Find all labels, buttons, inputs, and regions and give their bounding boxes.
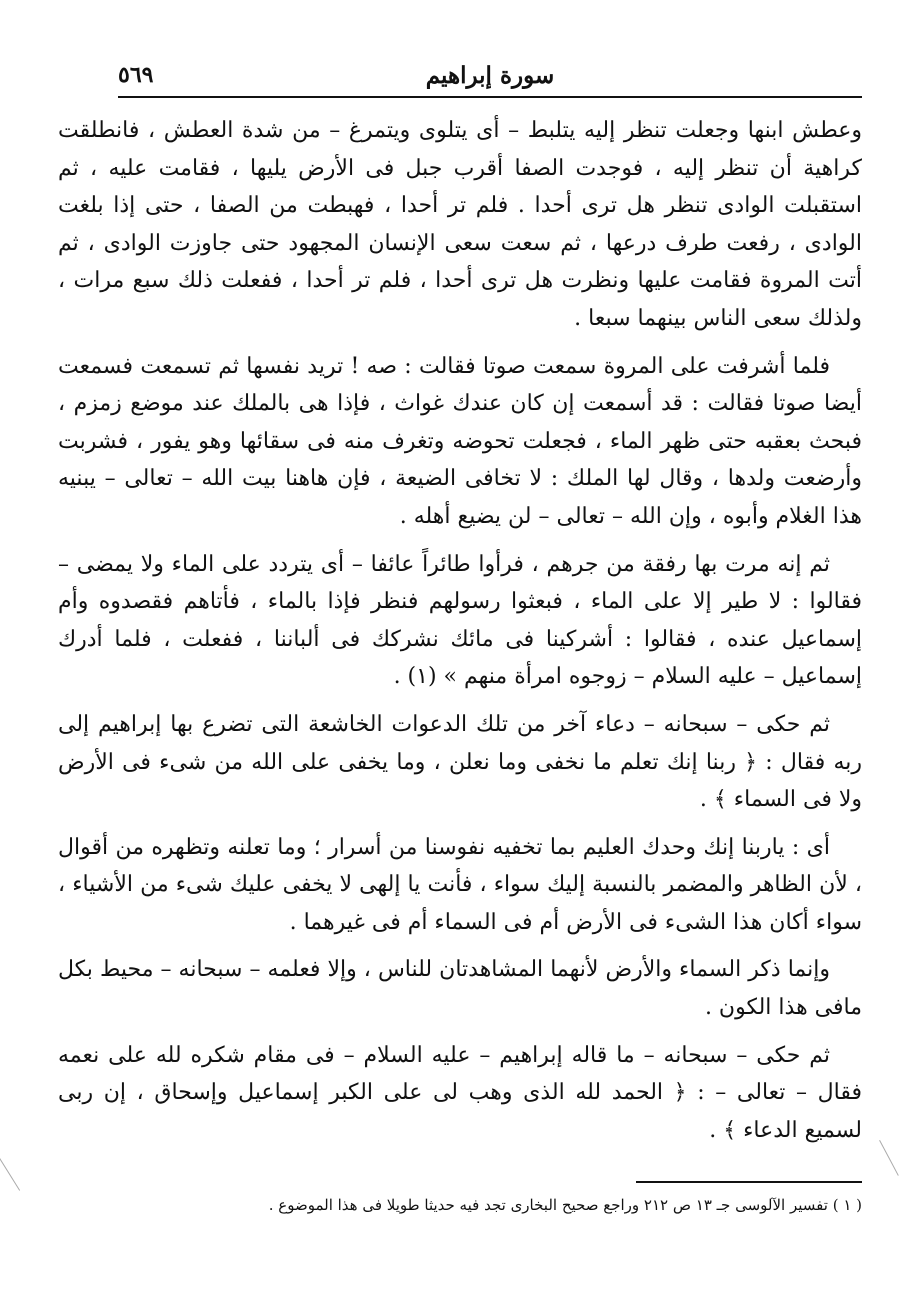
- paragraph: ثم حكى – سبحانه – ما قاله إبراهيم – عليه السلام – فى مقام شكره لله على نعمه فقال – تعالى – : ﴿ الحمد لله الذى وهب لى على الكبر إسماعيل وإسحاق ، إن ربى لسميع الدعاء ﴾ .: [58, 1042, 862, 1143]
- paragraph: وإنما ذكر السماء والأرض لأنهما المشاهدتان للناس ، وإلا فعلمه – سبحانه – محيط بكل مافى هذا الكون .: [58, 957, 862, 1021]
- scan-mark: [879, 1140, 899, 1176]
- paragraph: فلما أشرفت على المروة سمعت صوتا فقالت : صه ! تريد نفسها ثم تسمعت فسمعت أيضا صوتا فقالت : قد أسمعت إن كان عندك غواث ، فإذا هى بالملك عند موضع زمزم ، فبحث بعقبه حتى ظهر الماء ، فجعلت تحوضه وتغرف منه فى سقائها وهو يفور ، فشربت وأرضعت ولدها ، وقال لها الملك : لا تخافى الضيعة ، فإن هاهنا بيت الله – تعالى – يبنيه هذا الغلام وأبوه ، وإن الله – تعالى – لن يضيع أهله .: [58, 353, 862, 529]
- page-number: ٥٦٩: [118, 62, 154, 88]
- footnote-rule: [636, 1181, 862, 1183]
- paragraph: ثم حكى – سبحانه – دعاء آخر من تلك الدعوات الخاشعة التى تضرع بها إبراهيم إلى ربه فقال : ﴿ ربنا إنك تعلم ما نخفى وما نعلن ، وما يخفى على الله من شىء فى الأرض ولا فى السماء ﴾ .: [58, 711, 862, 813]
- paragraph: وعطش ابنها وجعلت تنظر إليه يتلبط – أى يتلوى ويتمرغ – من شدة العطش ، فانطلقت كراهية أن تنظر إليه ، فوجدت الصفا أقرب جبل فى الأرض يليها ، فقامت عليه ، ثم استقبلت الوادى تنظر هل ترى أحدا . فلم تر أحدا ، فهبطت من الصفا ، حتى إذا بلغت الوادى ، رفعت طرف درعها ، ثم سعت سعى الإنسان المجهود حتى جاوزت الوادى ، ثم أتت المروة فقامت عليها ونظرت هل ترى أحدا ، فلم تر أحدا ، ففعلت ذلك سبع مرات ، ولذلك سعى الناس بينهما سبعا .: [58, 118, 862, 331]
- header-rule: [118, 96, 862, 98]
- scan-mark: [0, 1158, 20, 1191]
- surah-title: سورة إبراهيم: [425, 62, 555, 89]
- paragraph: أى : ياربنا إنك وحدك العليم بما تخفيه نفوسنا من أسرار ؛ وما تعلنه وتظهره من أقوال ، لأن الظاهر والمضمر بالنسبة إليك سواء ، فأنت يا إلهى لا يخفى عليك شىء من الأشياء ، سواء أكان هذا الشىء فى الأرض أم فى السماء أم فى غيرهما .: [58, 834, 862, 935]
- paragraph: ثم إنه مرت بها رفقة من جرهم ، فرأوا طائراً عائفا – أى يتردد على الماء ولا يمضى – فقالوا : لا طير إلا على الماء ، فبعثوا رسولهم فنظر فإذا بالماء ، فأتاهم فقصدوه وأم إسماعيل عنده ، فقالوا : أشركينا فى مائك نشركك فى ألباننا ، ففعلت ، فلما أدرك إسماعيل – عليه السلام – زوجوه امرأة منهم » (١) .: [58, 551, 862, 690]
- page-header: [118, 58, 862, 94]
- footnote: ( ١ ) تفسير الآلوسى جـ ١٣ ص ٢١٢ وراجع صحيح البخارى تجد فيه حديثا طويلا فى هذا الموضوع .: [268, 1196, 862, 1214]
- page-body: [58, 112, 862, 1159]
